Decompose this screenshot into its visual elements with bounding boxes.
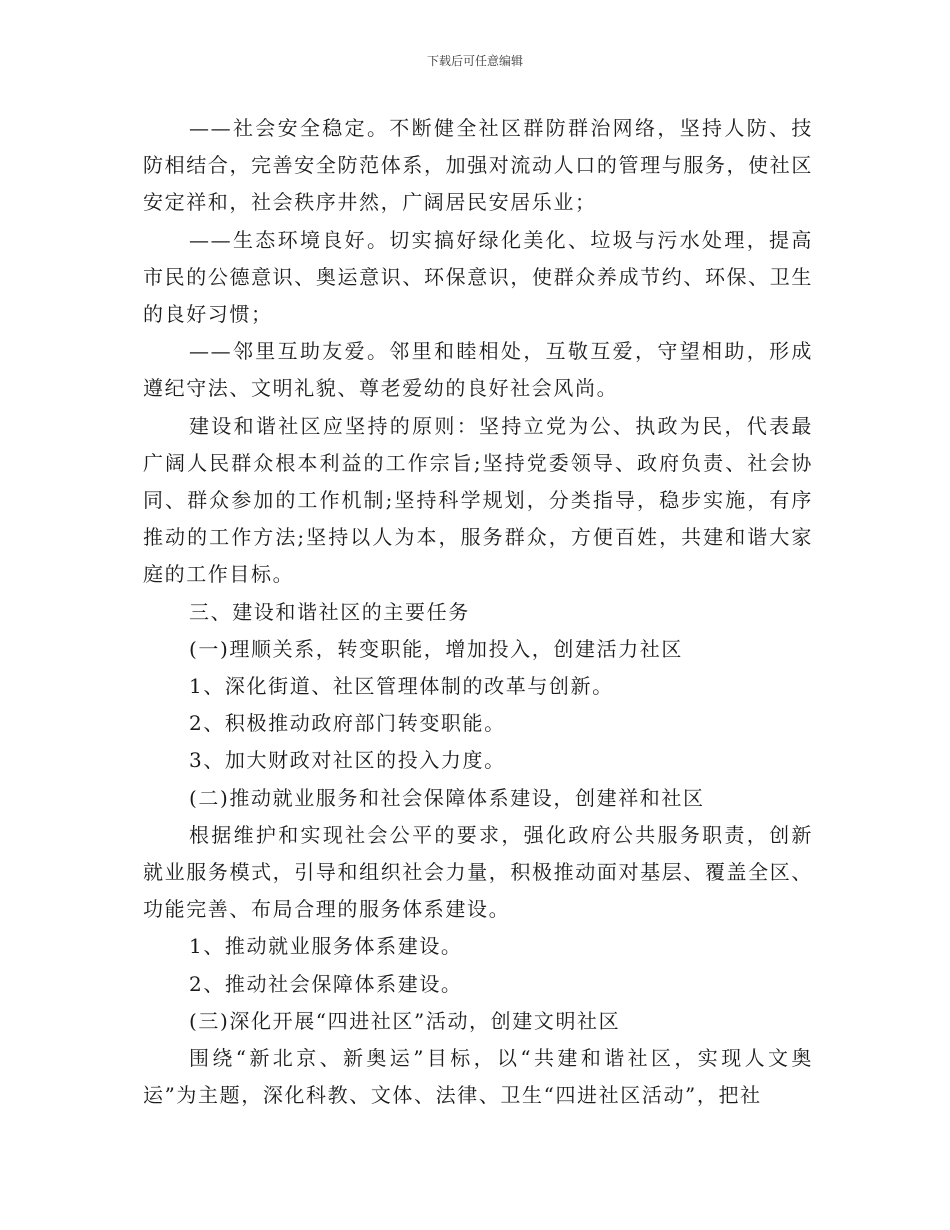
subsection-heading-2: (二)推动就业服务和社会保障体系建设，创建祥和社区: [189, 785, 705, 810]
paragraph-neighborhood: ——邻里互助友爱。邻里和睦相处，互敬互爱，守望相助，形成遵纪守法、文明礼貌、尊老爱幼的良好社会风尚。: [143, 339, 813, 401]
paragraph-four-into-community: 围绕“新北京、新奥运”目标，以“共建和谐社区，实现人文奥运”为主题，深化科教、文体、法律、卫生“四进社区活动”，把社: [143, 1046, 813, 1108]
paragraph-ecology: ——生态环境良好。切实搞好绿化美化、垃圾与污水处理，提高市民的公德意识、奥运意识、环保意识，使群众养成节约、环保、卫生的良好习惯；: [143, 227, 813, 327]
list-item: 3、加大财政对社区的投入力度。: [189, 748, 506, 773]
list-item: 2、积极推动政府部门转变职能。: [189, 711, 506, 736]
list-item: 2、推动社会保障体系建设。: [189, 971, 463, 996]
section-heading-main-tasks: 三、建设和谐社区的主要任务: [189, 599, 470, 624]
document-body: [143, 110, 813, 1114]
list-item: 1、深化街道、社区管理体制的改革与创新。: [189, 674, 614, 699]
page-header: 下载后可任意编辑: [426, 54, 523, 68]
subsection-heading-3: (三)深化开展“四进社区”活动，创建文明社区: [189, 1008, 621, 1033]
list-item: 1、推动就业服务体系建设。: [189, 934, 463, 959]
paragraph-social-safety: ——社会安全稳定。不断健全社区群防群治网络，坚持人防、技防相结合，完善安全防范体系，加强对流动人口的管理与服务，使社区安定祥和，社会秩序井然，广阔居民安居乐业；: [143, 116, 813, 215]
subsection-heading-1: (一)理顺关系，转变职能，增加投入，创建活力社区: [189, 636, 684, 661]
paragraph-principles: 建设和谐社区应坚持的原则：坚持立党为公、执政为民，代表最广阔人民群众根本利益的工作宗旨;坚持党委领导、政府负责、社会协同、群众参加的工作机制;坚持科学规划，分类指导，稳步实施，有序推动的工作方法;坚持以人为本，服务群众，方便百姓，共建和谐大家庭的工作目标。: [143, 413, 813, 587]
paragraph-public-services: 根据维护和实现社会公平的要求，强化政府公共服务职责，创新就业服务模式，引导和组织社会力量，积极推动面对基层、覆盖全区、功能完善、布局合理的服务体系建设。: [143, 822, 813, 922]
